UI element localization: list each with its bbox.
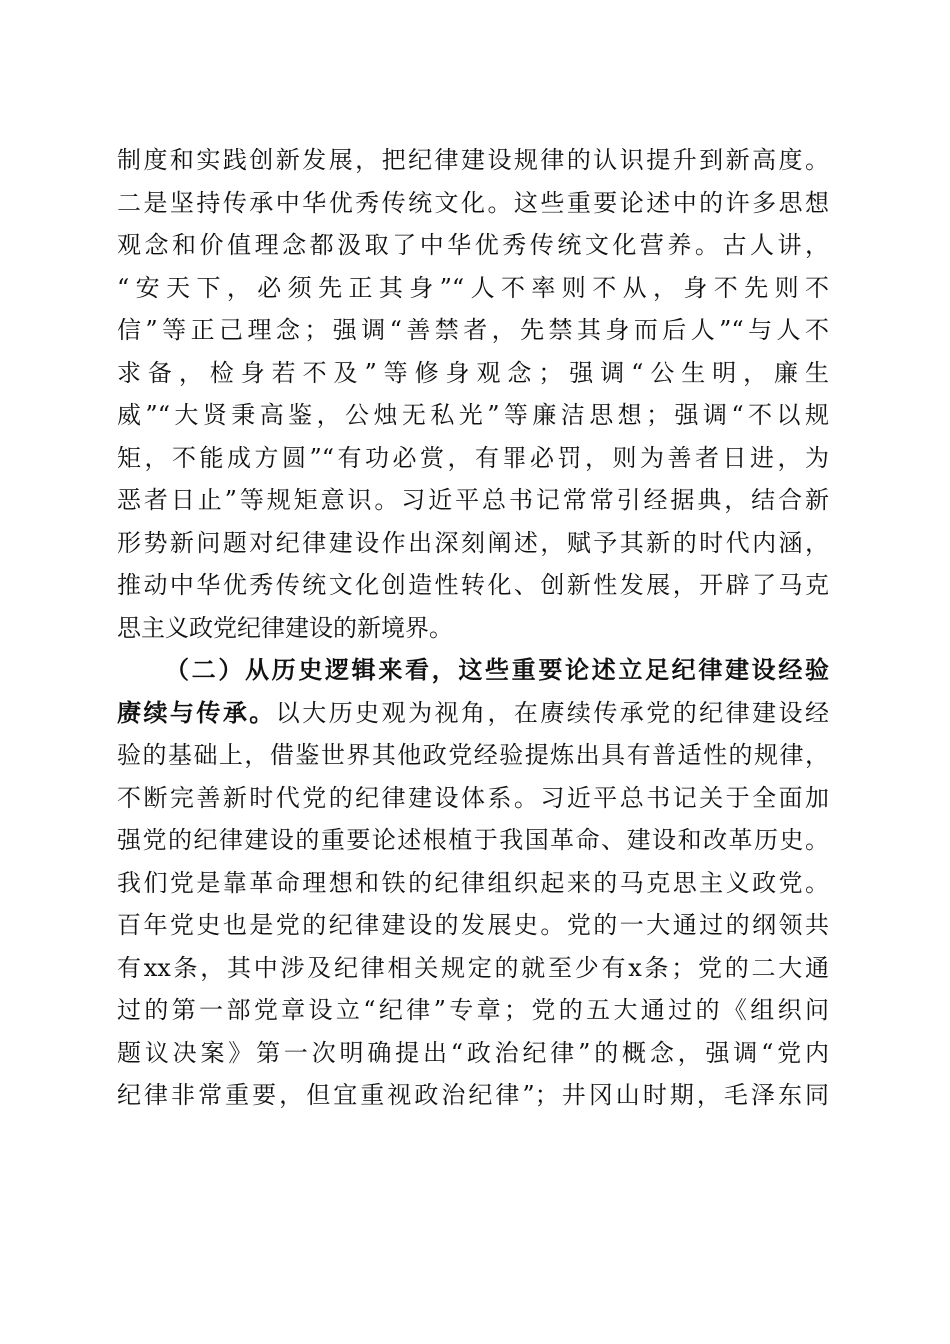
text-line: 矩，不能成方圆”“有功必赏，有罪必罚，则为善者日进，为	[117, 443, 829, 472]
text-line: 题议决案》第一次明确提出“政治纪律”的概念，强调“党内	[117, 1038, 829, 1067]
section-heading-rest: 以大历史观为视角，在赓续传承党的纪律建设经	[275, 698, 830, 727]
text-line: 推动中华优秀传统文化创造性转化、创新性发展，开辟了马克	[117, 571, 829, 599]
text-line: 百年党史也是党的纪律建设的发展史。党的一大通过的纲领共	[117, 911, 829, 939]
text-line: 观念和价值理念都汲取了中华优秀传统文化营养。古人讲，	[117, 231, 829, 259]
text-line: 制度和实践创新发展，把纪律建设规律的认识提升到新高度。	[117, 146, 829, 174]
section-heading-continuation	[117, 692, 829, 735]
text-line: 思主义政党纪律建设的新境界。	[117, 613, 453, 642]
text-line: 威”“大贤秉高鉴，公烛无私光”等廉洁思想；强调“不以规	[117, 401, 829, 429]
text-line: 有xx条，其中涉及纪律相关规定的就至少有x条；党的二大通	[117, 953, 829, 982]
section-heading-bold: 赓续与传承。	[117, 697, 276, 727]
text-line: 恶者日止”等规矩意识。习近平总书记常常引经据典，结合新	[117, 486, 829, 514]
text-line: 不断完善新时代党的纪律建设体系。习近平总书记关于全面加	[117, 783, 829, 812]
section-heading: （二）从历史逻辑来看，这些重要论述立足纪律建设经验	[165, 655, 829, 684]
text-line: 过的第一部党章设立“纪律”专章；党的五大通过的《组织问	[117, 996, 829, 1024]
text-line: 二是坚持传承中华优秀传统文化。这些重要论述中的许多思想	[117, 188, 829, 217]
text-line: 求备，检身若不及”等修身观念；强调“公生明，廉生	[117, 358, 829, 387]
document-body	[117, 139, 829, 1117]
text-line: 我们党是靠革命理想和铁的纪律组织起来的马克思主义政党。	[117, 868, 829, 897]
text-line: 信”等正己理念；强调“善禁者，先禁其身而后人”“与人不	[117, 316, 829, 344]
text-line: “安天下，必须先正其身”“人不率则不从，身不先则不	[117, 273, 829, 302]
text-line: 形势新问题对纪律建设作出深刻阐述，赋予其新的时代内涵，	[117, 528, 829, 557]
text-line: 纪律非常重要，但宜重视政治纪律”；井冈山时期，毛泽东同	[117, 1081, 829, 1109]
text-line: 验的基础上，借鉴世界其他政党经验提炼出具有普适性的规律，	[117, 741, 829, 769]
text-line: 强党的纪律建设的重要论述根植于我国革命、建设和改革历史。	[117, 826, 829, 854]
